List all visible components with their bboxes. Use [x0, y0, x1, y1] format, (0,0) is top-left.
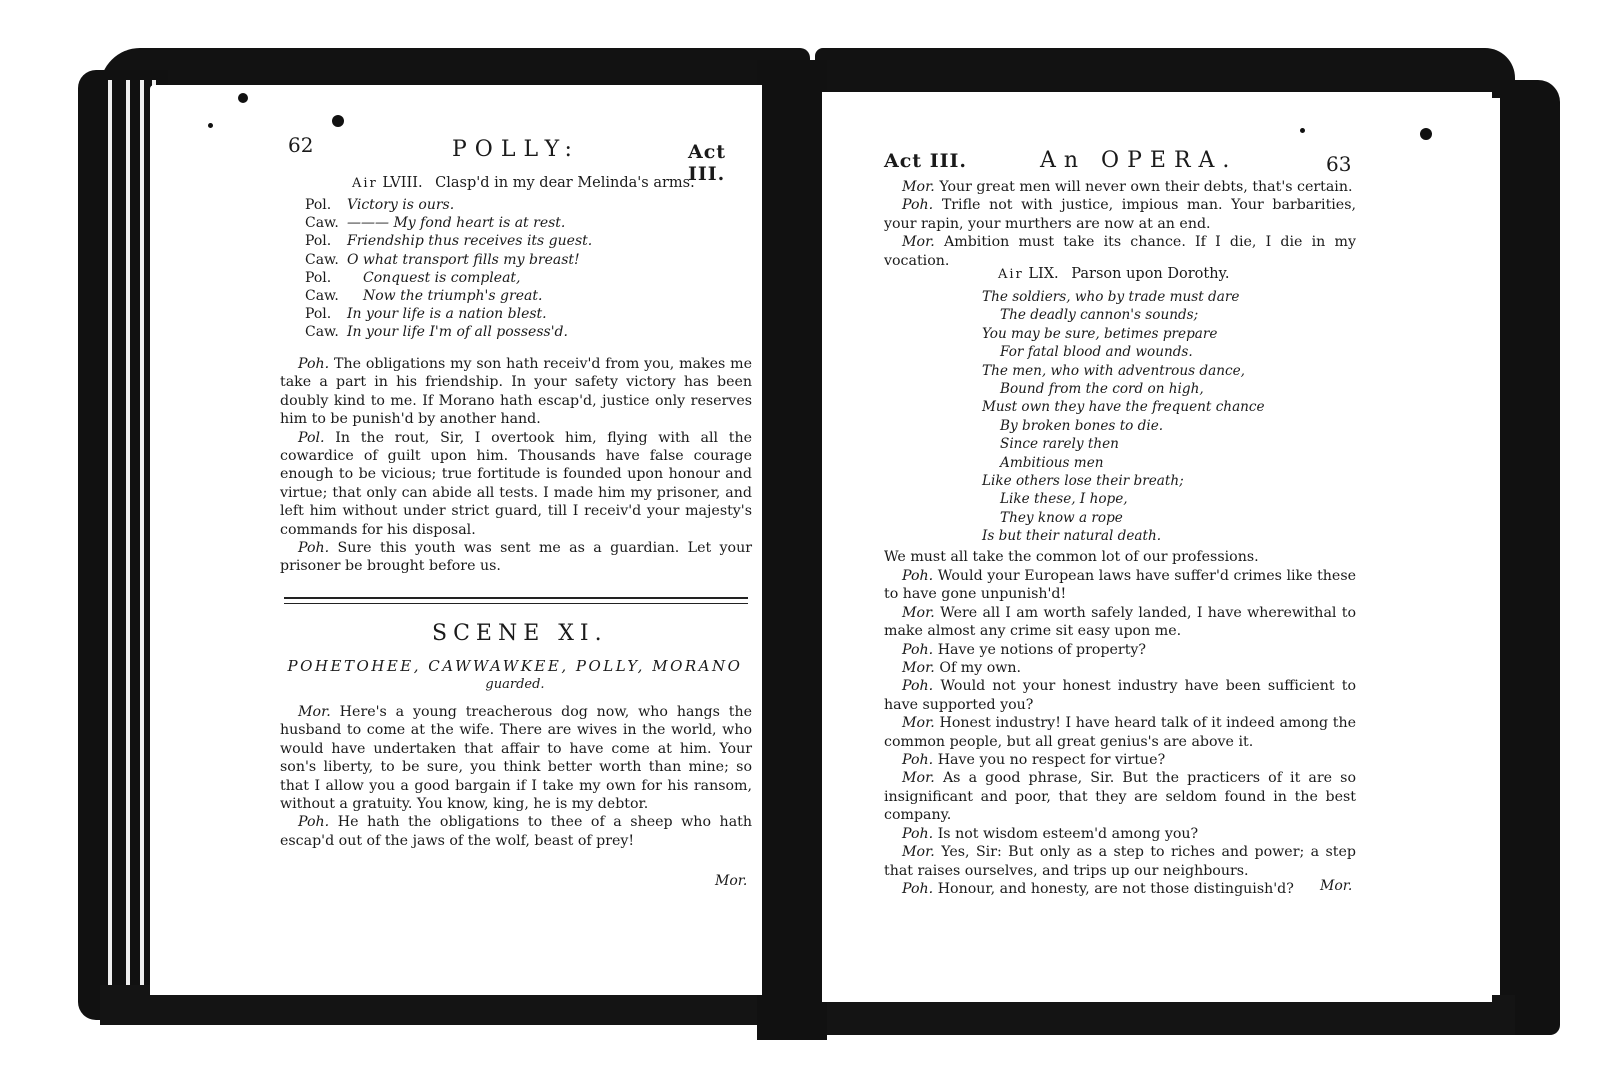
dialogue-line — [305, 288, 542, 304]
song-line: Like these, I hope, — [1000, 491, 1128, 508]
speaker-name: Mor. — [298, 704, 331, 720]
running-head: POLLY: — [452, 137, 580, 162]
speech-paragraph — [884, 769, 1356, 824]
speaker-name: Poh. — [902, 568, 934, 584]
speech-text: Honour, and honesty, are not those distinguish'd? — [937, 880, 1294, 897]
air-heading — [998, 266, 1229, 282]
speaker-name: Poh. — [902, 825, 934, 842]
song-line: By broken bones to die. — [1000, 417, 1164, 434]
speaker-name: Mor. — [902, 715, 935, 732]
speaker-name: Poh. — [298, 356, 330, 372]
speech-paragraph — [884, 677, 1356, 714]
speech-text: Have ye notions of property? — [937, 641, 1147, 658]
speech-text: Ambition must take its chance. If I die, I die in my vocation. — [884, 234, 1356, 269]
speaker-name: Caw. — [305, 288, 339, 304]
speaker-name: Caw. — [305, 215, 339, 232]
speech-paragraph — [884, 641, 1356, 659]
speaker-name: Pol. — [305, 197, 332, 213]
speech-text: Honest industry! I have heard talk of it indeed among the common people, but all great genius's are above it. — [884, 715, 1356, 750]
dialogue-line — [305, 233, 592, 249]
ink-blot — [238, 93, 248, 103]
scan-shadow-right-edge — [1500, 80, 1560, 1035]
song-line: Since rarely then — [1000, 436, 1119, 453]
song-line: Must own they have the frequent chance — [982, 399, 1265, 416]
act-heading: Act III. — [688, 141, 727, 185]
verse-line: ——— My fond heart is at rest. — [347, 215, 566, 232]
speaker-name: Poh. — [298, 540, 330, 557]
verse-line: Now the triumph's great. — [363, 288, 543, 304]
speech-text: Trifle not with justice, impious man. Your barbarities, your rapin, your murthers are now at an end. — [884, 197, 1356, 232]
speaker-name: Caw. — [305, 324, 339, 341]
speech-paragraph — [280, 703, 752, 813]
song-line: You may be sure, betimes prepare — [982, 325, 1218, 342]
song-line: Like others lose their breath; — [982, 473, 1184, 490]
speech-text: Were all I am worth safely landed, I have wherewithal to make almost any crime sit easy upon me. — [884, 604, 1357, 640]
speech-text: Here's a young treacherous dog now, who hangs the husband to come at the wife. There are wives in the world, who would have undertaken that affair to have come at him. Your son's liberty, to be sure, you think better worth than mine; so that I allow you a good bargain if I take my own for his ransom, without a gratuity. You know, king, he is my debtor. — [280, 704, 752, 813]
speech-text: Of my own. — [939, 660, 1022, 677]
speech-text: In the rout, Sir, I overtook him, flying with all the cowardice of guilt upon him. Thousands have false courage enough to be vicious; true fortitude is founded upon honour and virtue; that only can abide all tests. I made him my prisoner, and left him without under strict guard, till I receiv'd your majesty's commands for his disposal. — [280, 429, 752, 538]
speaker-name: Pol. — [305, 269, 332, 286]
speech-paragraph — [884, 843, 1356, 880]
verse-line: In your life is a nation blest. — [347, 306, 547, 323]
speech-paragraph — [884, 567, 1356, 604]
speaker-name: Poh. — [902, 197, 934, 214]
prose-block — [280, 703, 752, 850]
speaker-name: Poh. — [902, 880, 934, 897]
ink-blot — [332, 115, 344, 127]
speech-paragraph — [280, 813, 752, 850]
book-gutter — [757, 60, 827, 1040]
speech-text: Your great men will never own their debts, that's certain. — [939, 179, 1353, 195]
catchword: Mor. — [715, 873, 748, 889]
ink-blot — [1300, 128, 1305, 133]
page-number: 62 — [288, 133, 314, 157]
speech-paragraph — [884, 659, 1356, 677]
dialogue-line — [305, 215, 565, 231]
song-line: The deadly cannon's sounds; — [1000, 307, 1199, 324]
speech-paragraph — [280, 539, 752, 576]
right-page — [822, 92, 1492, 1002]
speech-text: Yes, Sir: But only as a step to riches and power; a step that raises ourselves, and trips up our neighbours. — [884, 844, 1356, 879]
dialogue-line — [305, 306, 547, 322]
speech-text: Is not wisdom esteem'd among you? — [937, 825, 1199, 842]
scene-cast-note: guarded. — [485, 677, 545, 692]
prose-block — [884, 567, 1356, 898]
speech-paragraph — [884, 178, 1356, 196]
after-song-line — [884, 548, 1356, 566]
speech-text: Sure this youth was sent me as a guardian. Let your prisoner be brought before us. — [280, 540, 753, 575]
air-label: Air — [998, 267, 1024, 282]
ink-blot — [1420, 128, 1432, 140]
song-verse — [982, 288, 1265, 546]
dialogue-line — [305, 252, 580, 268]
verse-line: Victory is ours. — [347, 197, 455, 213]
speech-paragraph — [280, 355, 752, 429]
verse-line: Conquest is compleat, — [363, 269, 521, 286]
air-number: LVIII. — [382, 175, 423, 191]
speaker-name: Pol. — [305, 233, 332, 250]
speech-paragraph — [884, 233, 1356, 270]
dialogue-line — [305, 324, 568, 340]
scene-rule — [284, 597, 748, 599]
act-heading: Act III. — [884, 150, 967, 172]
catchword: Mor. — [1320, 878, 1353, 894]
air-label: Air — [352, 176, 378, 191]
speaker-name: Poh. — [902, 678, 934, 695]
speech-text: The obligations my son hath receiv'd from you, makes me take a part in his friendship. In your safety victory has been doubly kind to me. If Morano hath escap'd, justice only reserves him to be punish'd by another hand. — [280, 356, 752, 428]
speech-text: He hath the obligations to thee of a sheep who hath escap'd out of the jaws of the wolf, beast of prey! — [280, 814, 752, 849]
speech-paragraph — [884, 880, 1356, 898]
speech-text: Would not your honest industry have been sufficient to have supported you? — [884, 678, 1356, 713]
verse-line: In your life I'm of all possess'd. — [347, 324, 568, 341]
after-song-text: We must all take the common lot of our professions. — [884, 549, 1259, 565]
speaker-name: Poh. — [298, 814, 330, 831]
dialogue-line — [305, 197, 454, 213]
speech-text: Have you no respect for virtue? — [937, 752, 1166, 769]
song-line: Is but their natural death. — [982, 528, 1162, 545]
verse-line: Friendship thus receives its guest. — [347, 233, 593, 250]
speaker-name: Caw. — [305, 251, 339, 268]
song-line: The soldiers, who by trade must dare — [982, 289, 1240, 305]
speech-paragraph — [280, 429, 752, 539]
scene-cast: POHETOHEE, CAWWAWKEE, POLLY, MORANO — [287, 657, 743, 675]
air-heading — [352, 175, 695, 191]
song-line: The men, who with adventrous dance, — [982, 362, 1245, 379]
song-line: Bound from the cord on high, — [1000, 381, 1204, 398]
speech-text: Would your European laws have suffer'd crimes like these to have gone unpunish'd! — [884, 568, 1357, 603]
scene-title: SCENE XI. — [432, 621, 608, 646]
speech-paragraph — [884, 714, 1356, 751]
left-page — [150, 85, 762, 995]
ink-blot — [208, 123, 213, 128]
speaker-name: Mor. — [902, 844, 935, 861]
prose-block — [280, 355, 752, 576]
speaker-name: Pol. — [305, 306, 332, 323]
air-tune: Parson upon Dorothy. — [1071, 266, 1230, 282]
speech-paragraph — [884, 751, 1356, 769]
air-tune: Clasp'd in my dear Melinda's arms. — [435, 175, 695, 191]
speech-paragraph — [884, 196, 1356, 233]
running-head: An OPERA. — [1040, 148, 1238, 173]
speaker-name: Pol. — [298, 429, 325, 446]
scene-rule — [284, 603, 748, 604]
speaker-name: Mor. — [902, 604, 935, 621]
speaker-name: Mor. — [902, 234, 935, 251]
prose-block — [884, 178, 1356, 270]
verse-line: O what transport fills my breast! — [347, 251, 580, 268]
speaker-name: Mor. — [902, 770, 935, 787]
air-number: LIX. — [1028, 266, 1059, 282]
speech-paragraph — [884, 825, 1356, 843]
song-line: Ambitious men — [1000, 454, 1104, 471]
speaker-name: Mor. — [902, 179, 935, 195]
song-line: For fatal blood and wounds. — [1000, 344, 1193, 361]
speaker-name: Poh. — [902, 641, 934, 658]
dialogue-line — [305, 270, 521, 286]
speech-paragraph — [884, 604, 1356, 641]
speaker-name: Mor. — [902, 660, 935, 677]
page-number: 63 — [1326, 152, 1352, 176]
song-line: They know a rope — [1000, 509, 1123, 526]
speaker-name: Poh. — [902, 752, 934, 769]
scan-shadow-top-right — [815, 48, 1515, 98]
speech-text: As a good phrase, Sir. But the practicers of it are so insignificant and poor, that they are seldom found in the best company. — [884, 770, 1356, 824]
